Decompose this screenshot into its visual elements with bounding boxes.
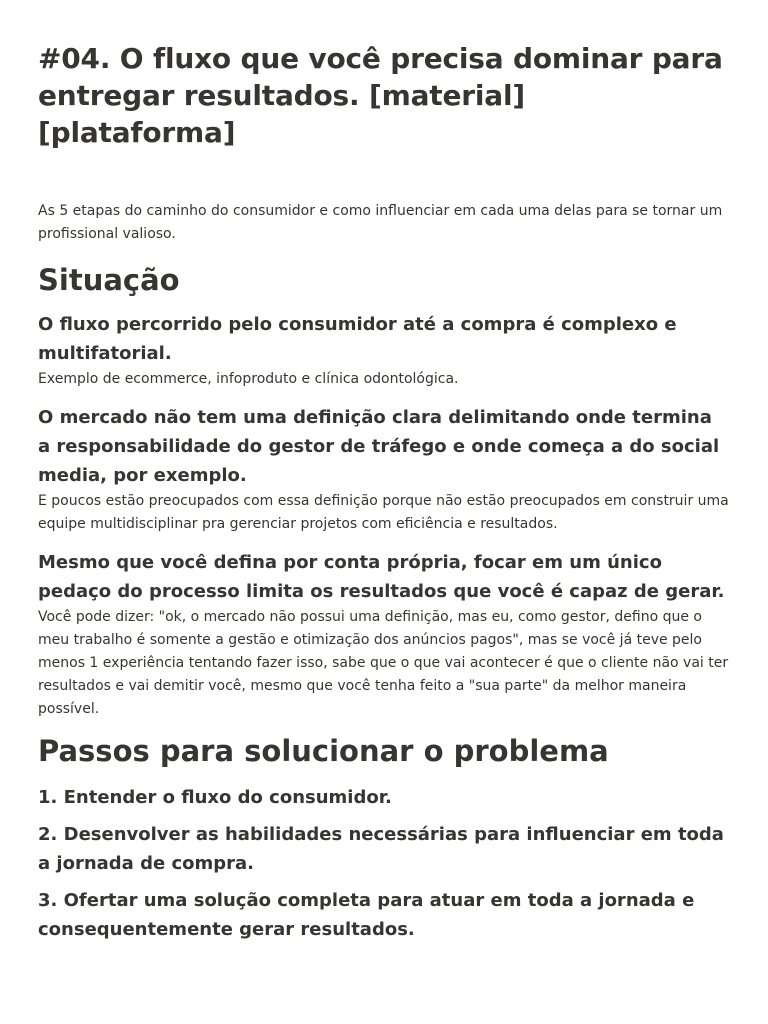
situacao-subheading-1: O fluxo percorrido pelo consumidor até a compra é complexo e multifatorial.: [38, 314, 677, 364]
situacao-block-3: [38, 548, 730, 721]
situacao-subheading-2: O mercado não tem uma definição clara delimitando onde termina a responsabilidade do gestor de tráfego e onde começa a do social media, por exemplo.: [38, 407, 720, 486]
situacao-text-3: Você pode dizer: "ok, o mercado não possui uma definição, mas eu, como gestor, defino que o meu trabalho é somente a gestão e otimização dos anúncios pagos", mas se você já teve pelo menos 1 experiência tentando fazer isso, sabe que o que vai acontecer é que o cliente não vai ter resultados e vai demitir você, mesmo que você tenha feito a "sua parte" da melhor maneira possível.: [38, 609, 729, 717]
steps-list: [38, 783, 730, 944]
situacao-block-2: [38, 403, 730, 536]
situacao-text-1: Exemplo de ecommerce, infoproduto e clínica odontológica.: [38, 371, 459, 387]
page-description: As 5 etapas do caminho do consumidor e como influenciar em cada uma delas para se tornar um profissional valioso.: [38, 203, 723, 242]
heading-situacao: Situação: [38, 263, 180, 297]
step-2: 2. Desenvolver as habilidades necessárias para influenciar em toda a jornada de compra.: [38, 824, 724, 874]
heading-passos: Passos para solucionar o problema: [38, 734, 609, 768]
situacao-block-1: [38, 310, 730, 391]
situacao-subheading-3: Mesmo que você defina por conta própria, focar em um único pedaço do processo limita os resultados que você é capaz de gerar.: [38, 552, 725, 602]
step-1: 1. Entender o fluxo do consumidor.: [38, 787, 392, 808]
situacao-text-2: E poucos estão preocupados com essa definição porque não estão preocupados em construir uma equipe multidisciplinar pra gerenciar projetos com eficiência e resultados.: [38, 493, 729, 532]
step-3: 3. Ofertar uma solução completa para atuar em toda a jornada e consequentemente gerar resultados.: [38, 890, 695, 940]
page-title: #04. O fluxo que você precisa dominar para entregar resultados. [material] [plataforma]: [38, 42, 723, 149]
